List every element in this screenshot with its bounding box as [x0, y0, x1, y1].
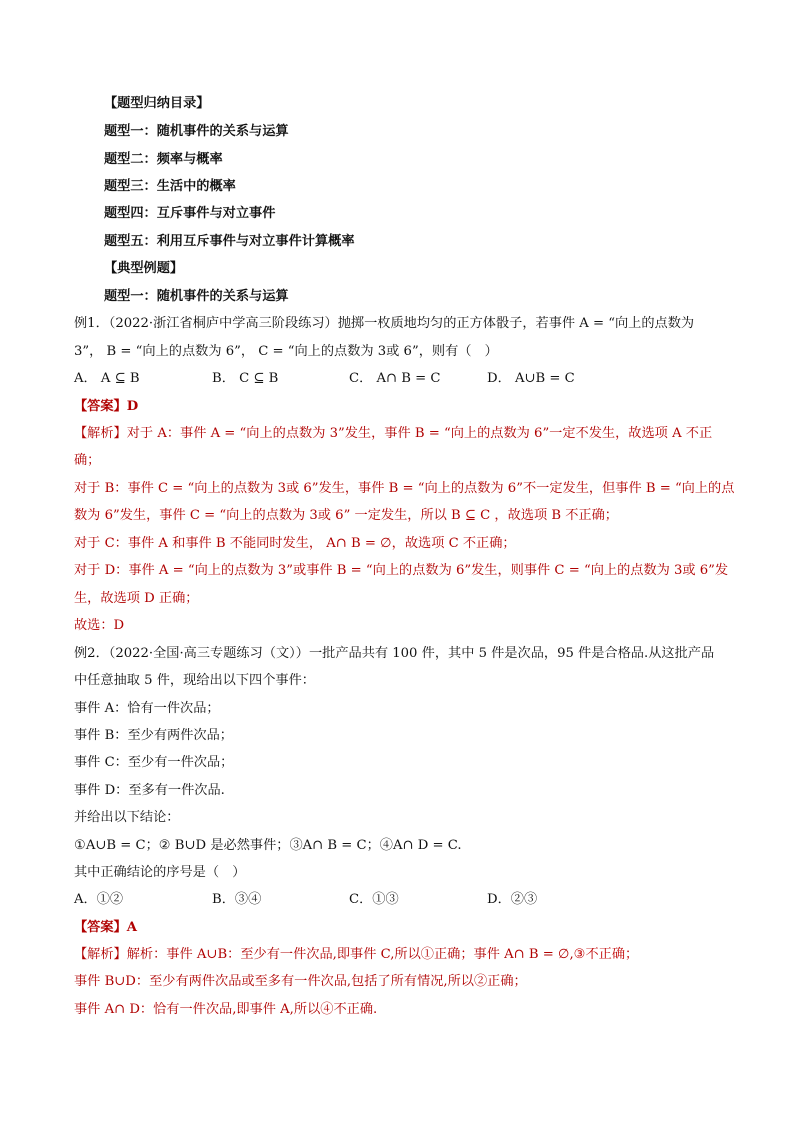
ex2-event-d: 事件 D：至多有一件次品. — [74, 783, 225, 798]
ex2-stem-line2: 中任意抽取 5 件，现给出以下四个事件： — [74, 673, 315, 688]
examples-heading: 【典型例题】 — [104, 261, 184, 276]
ex2-analysis-red: ③不正确； — [573, 947, 639, 962]
ex2-analysis-line1 — [74, 946, 638, 964]
ex1-analysis-line3: 对于 B：事件 C = “向上的点数为 3或 6”发生，事件 B = “向上的点数为 6”不一定发生，但事件 B = “向上的点 — [74, 481, 735, 496]
ex2-event-b: 事件 B：至少有两件次品； — [74, 728, 233, 743]
ex2-option-a: A．①② — [74, 892, 124, 907]
ex1-answer: 【答案】D — [74, 399, 139, 414]
section-title: 题型一：随机事件的关系与运算 — [104, 289, 289, 304]
ex1-analysis-line4: 数为 6”发生，事件 C = “向上的点数为 3或 6” 一定发生，所以 B ⊆ C ，故选项 B 不正确； — [74, 508, 618, 523]
ex1-stem-line2: 3”， B = “向上的点数为 6”， C = “向上的点数为 3或 6”，则有（ ） — [74, 344, 498, 359]
ex2-answer: 【答案】A — [74, 920, 137, 935]
ex2-analysis-prefix: 【解析】解析：事件 A∪B：至少有一件次品,即事件 C,所以①正确；事件 A∩ B = ∅, — [74, 947, 574, 962]
toc-item-3: 题型三：生活中的概率 — [104, 179, 236, 194]
ex1-analysis-line6: 对于 D：事件 A = “向上的点数为 3”或事件 B = “向上的点数为 6”发生，则事件 C = “向上的点数为 3或 6”发 — [74, 563, 729, 578]
ex1-option-b: B． C ⊆ B — [212, 371, 279, 386]
ex2-event-c: 事件 C：至少有一件次品； — [74, 755, 234, 770]
ex1-option-a: A． A ⊆ B — [74, 371, 140, 386]
ex1-analysis-line2: 确； — [74, 453, 101, 468]
ex1-stem-line1: 例1．（2022·浙江省桐庐中学高三阶段练习）抛掷一枚质地均匀的正方体骰子，若事件 A = “向上的点数为 — [74, 316, 695, 331]
toc-item-1: 题型一：随机事件的关系与运算 — [104, 124, 289, 139]
toc-heading: 【题型归纳目录】 — [104, 96, 210, 111]
ex1-option-c: C． A∩ B = C — [349, 371, 441, 386]
ex2-option-d: D．②③ — [487, 892, 538, 907]
toc-item-4: 题型四：互斥事件与对立事件 — [104, 206, 276, 221]
ex2-option-c: C．①③ — [349, 892, 399, 907]
ex1-analysis-line7: 生，故选项 D 正确； — [74, 591, 199, 606]
ex2-question: 其中正确结论的序号是（ ） — [74, 865, 246, 880]
ex2-event-a: 事件 A：恰有一件次品； — [74, 701, 220, 716]
ex2-analysis-line2: 事件 B∪D：至少有两件次品或至多有一件次品,包括了所有情况,所以②正确； — [74, 974, 527, 989]
ex2-option-b: B．③④ — [212, 892, 262, 907]
ex1-analysis-line5: 对于 C：事件 A 和事件 B 不能同时发生， A∩ B = ∅，故选项 C 不正确； — [74, 536, 516, 551]
ex1-option-d: D． A∪B = C — [487, 371, 575, 386]
ex1-analysis-line8: 故选：D — [74, 618, 125, 633]
ex2-analysis-line3: 事件 A∩ D：恰有一件次品,即事件 A,所以④不正确. — [74, 1002, 378, 1017]
ex2-conclusions: ①A∪B = C；② B∪D 是必然事件；③A∩ B = C；④A∩ D = C. — [74, 838, 462, 853]
toc-item-5: 题型五：利用互斥事件与对立事件计算概率 — [104, 234, 355, 249]
ex2-conclusion-intro: 并给出以下结论： — [74, 810, 180, 825]
ex1-analysis-line1: 【解析】对于 A：事件 A = “向上的点数为 3”发生，事件 B = “向上的点数为 6”一定不发生，故选项 A 不正 — [74, 426, 713, 441]
ex2-stem-line1: 例2．（2022·全国·高三专题练习（文））一批产品共有 100 件，其中 5 件是次品，95 件是合格品.从这批产品 — [74, 646, 715, 661]
toc-item-2: 题型二：频率与概率 — [104, 152, 223, 167]
